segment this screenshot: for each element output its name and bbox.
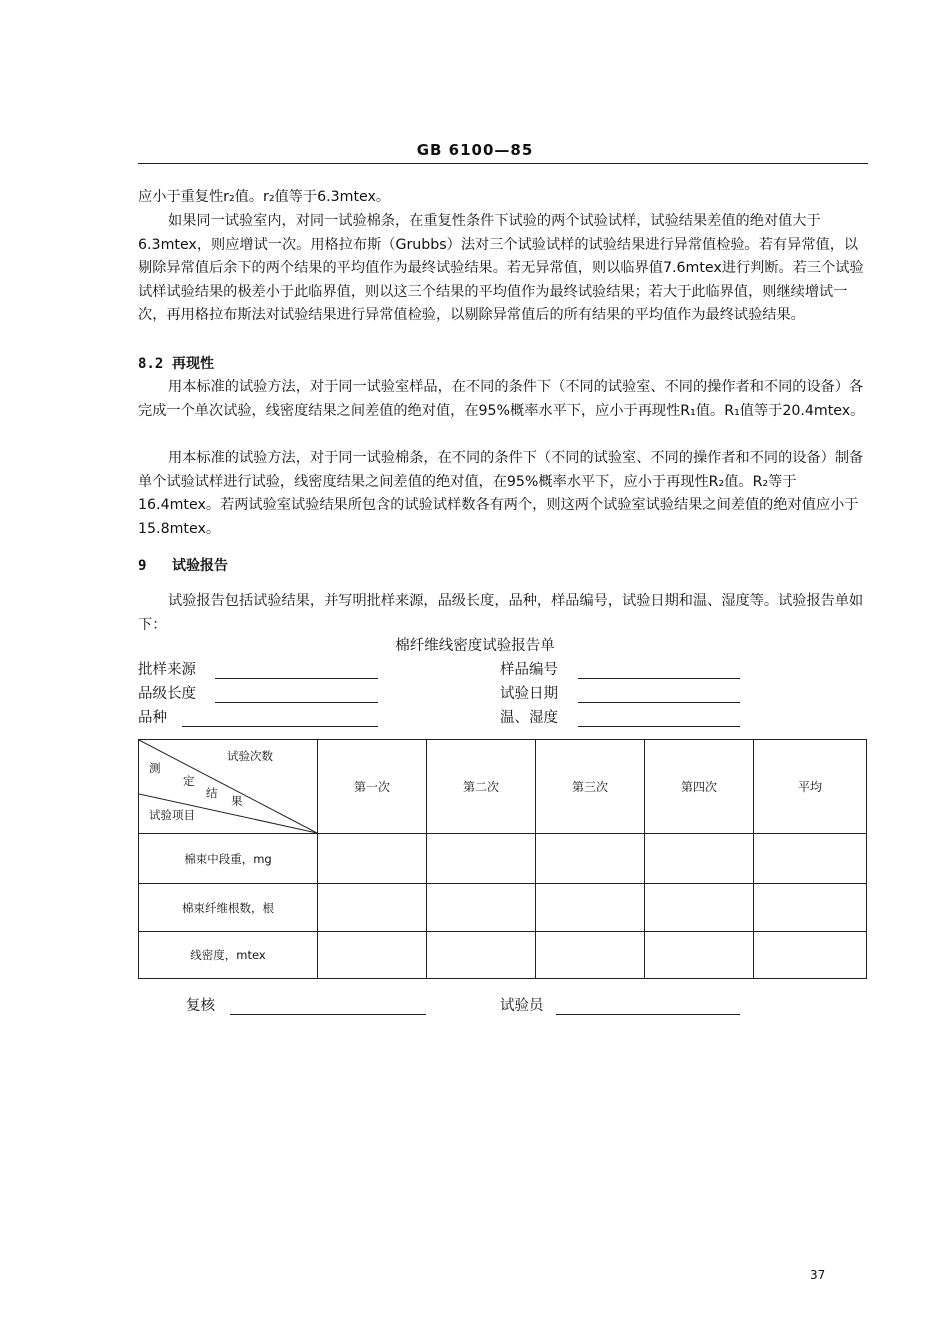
- table-cell: [754, 834, 867, 884]
- section-8-2-heading: [138, 353, 214, 373]
- table-row: [139, 932, 867, 979]
- field-grade-length: [138, 683, 380, 705]
- field-label: 温、湿度: [500, 710, 558, 726]
- table-cell: [427, 884, 536, 932]
- table-cell: [536, 932, 645, 979]
- field-variety: [138, 707, 380, 729]
- table-cell: [318, 834, 427, 884]
- field-label: 品级长度: [138, 686, 196, 702]
- table-cell: [318, 884, 427, 932]
- column-header: 第四次: [645, 740, 754, 834]
- table-row: [139, 884, 867, 932]
- table-row: [139, 834, 867, 884]
- table-cell: [645, 834, 754, 884]
- field-label: 品种: [138, 710, 167, 726]
- field-underline: [215, 678, 378, 679]
- signature-underline: [230, 1014, 426, 1015]
- report-table: [138, 739, 867, 979]
- field-underline: [215, 702, 378, 703]
- column-header: 第三次: [536, 740, 645, 834]
- corner-top-label: 试验次数: [227, 749, 273, 763]
- field-label: 试验日期: [500, 686, 558, 702]
- field-temp-humidity: [500, 707, 742, 729]
- table-cell: [318, 932, 427, 979]
- paragraph-reproducibility-r2: [138, 447, 868, 541]
- paragraph-grubbs-text: 如果同一试验室内，对同一试验棉条，在重复性条件下试验的两个试验试样，试验结果差值的绝对值大于6.3mtex，则应增试一次。用格拉布斯（Grubbs）法对三个试验试样的试验结果进行异常值检验。若有异常值，以剔除异常值后余下的两个结果的平均值作为最终试验结果。若无异常值，则以临界值7.6mtex进行判断。若三个试验试样试验结果的极差小于此临界值，则以这三个结果的平均值作为最终试验结果；若大于此临界值，则继续增试一次，再用格拉布斯法对试验结果进行异常值检验，以剔除异常值后的所有结果的平均值作为最终试验结果。: [138, 213, 864, 324]
- field-underline: [578, 678, 740, 679]
- field-underline: [578, 726, 740, 727]
- corner-label-4: 果: [231, 794, 243, 808]
- table-cell: [536, 884, 645, 932]
- corner-label-3: 结: [206, 786, 218, 800]
- paragraph-repeatability-end: 应小于重复性r₂值。r₂值等于6.3mtex。: [138, 189, 391, 205]
- field-underline: [182, 726, 378, 727]
- field-label: 样品编号: [500, 662, 558, 678]
- paragraph-reproducibility-r1: [138, 376, 868, 423]
- table-header-row: [139, 740, 867, 834]
- table-cell: [536, 834, 645, 884]
- form-title: 棉纤维线密度试验报告单: [395, 638, 555, 654]
- signature-label: 复核: [186, 998, 215, 1014]
- column-header: 第一次: [318, 740, 427, 834]
- paragraph-report-text: 试验报告包括试验结果，并写明批样来源，品级长度，品种，样品编号，试验日期和温、湿度等。试验报告单如下：: [138, 593, 864, 633]
- table-cell: [645, 884, 754, 932]
- paragraph-report-intro: [138, 590, 868, 637]
- table-cell: [754, 884, 867, 932]
- section-number: 9: [138, 558, 147, 574]
- corner-label-2: 定: [183, 774, 195, 788]
- signature-underline: [556, 1014, 740, 1015]
- corner-bottom-label: 试验项目: [149, 808, 195, 822]
- table-cell: [427, 932, 536, 979]
- row-label: 棉束中段重，mg: [139, 834, 318, 884]
- field-label: 批样来源: [138, 662, 196, 678]
- paragraph-grubbs: [138, 210, 868, 328]
- signature-label: 试验员: [500, 998, 544, 1014]
- section-title: 再现性: [172, 356, 214, 372]
- corner-label-1: 测: [149, 761, 161, 775]
- paragraph-r1-text: 用本标准的试验方法，对于同一试验室样品，在不同的条件下（不同的试验室、不同的操作者和不同的设备）各完成一个单次试验，线密度结果之间差值的绝对值，在95%概率水平下，应小于再现性R₁值。R₁值等于20.4mtex。: [138, 379, 865, 419]
- table-cell: [754, 932, 867, 979]
- standard-code: GB 6100—85: [416, 141, 534, 159]
- column-header: 第二次: [427, 740, 536, 834]
- field-sample-number: [500, 659, 742, 681]
- section-number: 8.2: [138, 356, 164, 372]
- table-cell: [645, 932, 754, 979]
- signature-tester: [500, 995, 742, 1017]
- column-header: 平均: [754, 740, 867, 834]
- table-cell: [427, 834, 536, 884]
- row-label: 线密度，mtex: [139, 932, 318, 979]
- section-9-heading: [138, 555, 228, 575]
- paragraph-r2-text: 用本标准的试验方法，对于同一试验棉条，在不同的条件下（不同的试验室、不同的操作者和不同的设备）制备单个试验试样进行试验，线密度结果之间差值的绝对值，在95%概率水平下，应小于再现性R₂值。R₂等于16.4mtex。若两试验室试验结果所包含的试验试样数各有两个，则这两个试验室试验结果之间差值的绝对值应小于15.8mtex。: [138, 450, 864, 537]
- field-batch-source: [138, 659, 380, 681]
- row-label: 棉束纤维根数，根: [139, 884, 318, 932]
- field-underline: [578, 702, 740, 703]
- header-rule: [138, 163, 868, 164]
- section-title: 试验报告: [172, 558, 228, 574]
- page-number: 37: [810, 1268, 826, 1282]
- corner-cell: [139, 740, 318, 834]
- signature-reviewer: [186, 995, 428, 1017]
- field-test-date: [500, 683, 742, 705]
